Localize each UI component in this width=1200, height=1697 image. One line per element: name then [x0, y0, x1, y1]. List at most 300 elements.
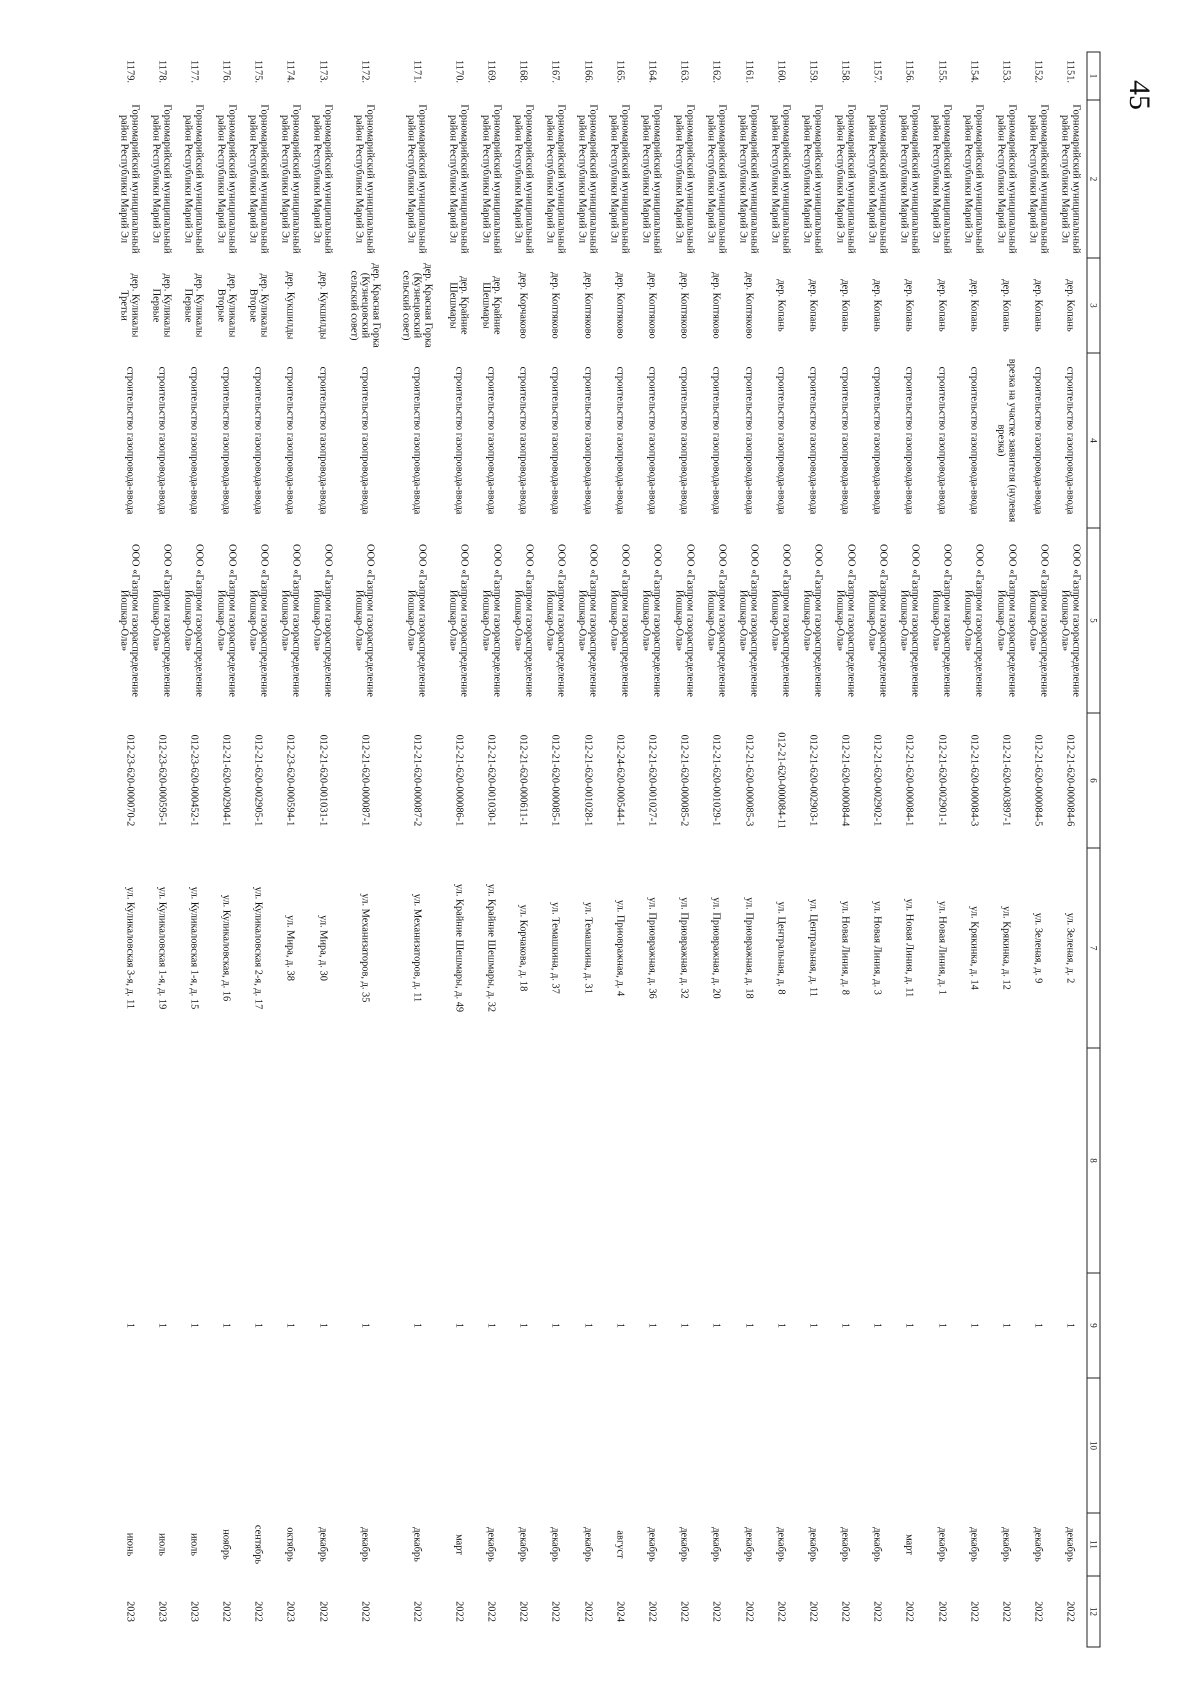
column-8-cell	[113, 1048, 145, 1273]
row-number: 1161.	[743, 59, 755, 83]
address-cell: ул. Крайние Шешмары, д. 49	[453, 883, 465, 1012]
year-cell: 2023	[284, 1600, 296, 1622]
address-cell: ул. Центральная, д. 11	[807, 898, 819, 997]
column-10-cell	[732, 1378, 764, 1513]
row-number: 1166.	[582, 59, 594, 83]
table-row	[507, 52, 539, 1647]
operator-cell: ООО «Газпром газораспределение Йошкар-Ола»	[995, 543, 1018, 697]
quantity-cell: 1	[839, 1322, 851, 1328]
object-code-cell: 012-21-620-002905-1	[252, 734, 264, 826]
object-code-cell: 012-24-620-000544-1	[614, 734, 626, 826]
district-cell: Горномарийский муниципальный район Республики Марий Эл	[1027, 103, 1050, 254]
quantity-cell: 1	[968, 1322, 980, 1328]
work-type-cell: строительство газопровода-ввода	[968, 366, 980, 514]
quantity-cell: 1	[485, 1322, 497, 1328]
address-cell: ул. Механизаторов, д. 11	[411, 893, 423, 1002]
table-row	[443, 52, 475, 1647]
column-10-cell	[146, 1378, 178, 1513]
year-cell: 2022	[936, 1600, 948, 1622]
object-code-cell: 012-21-620-000084-6	[1064, 734, 1076, 826]
column-8-cell	[1022, 1048, 1054, 1273]
object-code-cell: 012-21-620-001028-1	[582, 734, 594, 826]
operator-cell: ООО «Газпром газораспределение Йошкар-Ола»	[930, 543, 953, 697]
column-10-cell	[210, 1378, 242, 1513]
month-cell: октябрь	[284, 1526, 296, 1562]
object-code-cell: 012-21-620-000087-1	[359, 734, 371, 826]
quantity-cell: 1	[903, 1322, 915, 1328]
district-cell: Горномарийский муниципальный район Республики Марий Эл	[118, 103, 141, 254]
month-cell: март	[903, 1533, 915, 1555]
year-cell: 2022	[807, 1600, 819, 1622]
month-cell: декабрь	[775, 1526, 787, 1562]
table-row	[210, 52, 242, 1647]
operator-cell: ООО «Газпром газораспределение Йошкар-Ола»	[512, 543, 535, 697]
object-code-cell: 012-21-620-000084-11	[775, 731, 787, 829]
district-cell: Горномарийский муниципальный район Республики Марий Эл	[834, 103, 857, 254]
column-10-cell	[475, 1378, 507, 1513]
column-10-cell	[861, 1378, 893, 1513]
object-code-cell: 012-23-620-000452-1	[188, 734, 200, 826]
column-10-cell	[990, 1378, 1022, 1513]
settlement-cell: дер. Коптяково	[710, 271, 722, 339]
address-cell: ул. Новая Линия, д. 3	[871, 900, 883, 995]
object-code-cell: 012-23-620-000595-1	[156, 734, 168, 826]
settlement-cell: дер. Коптяково	[678, 271, 690, 339]
table-row	[339, 52, 391, 1647]
address-cell: ул. Куликаловская 1-я, д. 15	[188, 886, 200, 1009]
column-header: 6	[1087, 713, 1100, 848]
quantity-cell: 1	[775, 1322, 787, 1328]
table-row	[861, 52, 893, 1647]
settlement-cell: дер. Коптяково	[582, 271, 594, 339]
settlement-cell: дер. Копань	[903, 278, 915, 332]
page-number: 45	[1123, 80, 1156, 110]
district-cell: Горномарийский муниципальный район Республики Марий Эл	[182, 103, 205, 254]
column-8-cell	[990, 1048, 1022, 1273]
month-cell: июнь	[124, 1532, 136, 1556]
row-number: 1170.	[453, 59, 465, 83]
table-row	[391, 52, 443, 1647]
column-header: 7	[1087, 848, 1100, 1048]
object-code-cell: 012-21-620-000084-3	[968, 734, 980, 826]
quantity-cell: 1	[710, 1322, 722, 1328]
district-cell: Горномарийский муниципальный район Республики Марий Эл	[962, 103, 985, 254]
operator-cell: ООО «Газпром газораспределение Йошкар-Ола»	[447, 543, 470, 697]
address-cell: ул. Центральная, д. 8	[775, 900, 787, 995]
quantity-cell: 1	[1064, 1322, 1076, 1328]
district-cell: Горномарийский муниципальный район Республики Марий Эл	[215, 103, 238, 254]
operator-cell: ООО «Газпром газораспределение Йошкар-Ола»	[898, 543, 921, 697]
table-row	[572, 52, 604, 1647]
column-8-cell	[391, 1048, 443, 1273]
object-code-cell: 012-21-620-000084-1	[903, 734, 915, 826]
table-row	[539, 52, 571, 1647]
column-header: 10	[1087, 1378, 1100, 1513]
settlement-cell: дер. Копань	[1064, 278, 1076, 332]
column-10-cell	[507, 1378, 539, 1513]
operator-cell: ООО «Газпром газораспределение Йошкар-Ола»	[247, 543, 270, 697]
address-cell: ул. Зеленая, д. 9	[1032, 912, 1044, 983]
district-cell: Горномарийский муниципальный район Республики Марий Эл	[898, 103, 921, 254]
registry-rows	[113, 52, 1087, 1647]
quantity-cell: 1	[188, 1322, 200, 1328]
address-cell: ул. Новая Линия, д. 11	[903, 898, 915, 997]
district-cell: Горномарийский муниципальный район Республики Марий Эл	[705, 103, 728, 254]
month-cell: декабрь	[411, 1526, 423, 1562]
object-code-cell: 012-21-620-000085-1	[549, 734, 561, 826]
operator-cell: ООО «Газпром газораспределение Йошкар-Ола»	[118, 543, 141, 697]
table-row	[242, 52, 274, 1647]
year-cell: 2022	[871, 1600, 883, 1622]
column-8-cell	[700, 1048, 732, 1273]
row-number: 1153.	[1000, 59, 1012, 83]
operator-cell: ООО «Газпром газораспределение Йошкар-Ола»	[640, 543, 663, 697]
work-type-cell: строительство газопровода-ввода	[252, 366, 264, 514]
year-cell: 2022	[968, 1600, 980, 1622]
address-cell: ул. Темашкина, д. 31	[582, 901, 594, 994]
settlement-cell: дер. Копань	[839, 278, 851, 332]
table-row	[636, 52, 668, 1647]
settlement-cell: дер. Копань	[968, 278, 980, 332]
address-cell: ул. Корчакова, д. 18	[517, 904, 529, 991]
quantity-cell: 1	[1000, 1322, 1012, 1328]
district-cell: Горномарийский муниципальный район Республики Марий Эл	[512, 103, 535, 254]
address-cell: ул. Крякинка, д. 14	[968, 905, 980, 990]
row-number: 1178.	[156, 59, 168, 83]
year-cell: 2022	[1000, 1600, 1012, 1622]
district-cell: Горномарийский муниципальный район Республики Марий Эл	[353, 103, 376, 254]
month-cell: декабрь	[517, 1526, 529, 1562]
column-8-cell	[210, 1048, 242, 1273]
operator-cell: ООО «Газпром газораспределение Йошкар-Ола»	[834, 543, 857, 697]
object-code-cell: 012-21-620-002903-1	[807, 734, 819, 826]
column-10-cell	[242, 1378, 274, 1513]
column-8-cell	[861, 1048, 893, 1273]
month-cell: ноябрь	[220, 1528, 232, 1560]
column-header: 5	[1087, 528, 1100, 713]
row-number: 1155.	[936, 59, 948, 83]
object-code-cell: 012-21-620-000611-1	[517, 734, 529, 826]
work-type-cell: строительство газопровода-ввода	[1032, 366, 1044, 514]
object-code-cell: 012-21-620-000087-2	[411, 734, 423, 826]
address-cell: ул. Новая Линия, д. 8	[839, 900, 851, 995]
work-type-cell: строительство газопровода-ввода	[678, 366, 690, 514]
work-type-cell: строительство газопровода-ввода	[359, 366, 371, 514]
settlement-cell: дер. Коптяково	[614, 271, 626, 339]
quantity-cell: 1	[743, 1322, 755, 1328]
year-cell: 2022	[252, 1600, 264, 1622]
settlement-cell: дер. Куликалы Третьи	[118, 273, 141, 337]
address-cell: ул. Крайние Шешмары, д. 32	[485, 883, 497, 1012]
quantity-cell: 1	[359, 1322, 371, 1328]
year-cell: 2023	[188, 1600, 200, 1622]
table-row	[700, 52, 732, 1647]
column-10-cell	[797, 1378, 829, 1513]
quantity-cell: 1	[517, 1322, 529, 1328]
quantity-cell: 1	[614, 1322, 626, 1328]
column-8-cell	[178, 1048, 210, 1273]
column-header: 11	[1087, 1513, 1100, 1576]
month-cell: декабрь	[710, 1526, 722, 1562]
table-row	[307, 52, 339, 1647]
object-code-cell: 012-23-620-000594-1	[284, 734, 296, 826]
district-cell: Горномарийский муниципальный район Республики Марий Эл	[311, 103, 334, 254]
month-cell: декабрь	[549, 1526, 561, 1562]
row-number: 1159.	[807, 59, 819, 83]
column-header: 1	[1087, 52, 1100, 100]
column-8-cell	[475, 1048, 507, 1273]
work-type-cell: строительство газопровода-ввода	[549, 366, 561, 514]
table-row	[732, 52, 764, 1647]
operator-cell: ООО «Газпром газораспределение Йошкар-Ола»	[480, 543, 503, 697]
address-cell: ул. Темашкина, д. 37	[549, 901, 561, 994]
operator-cell: ООО «Газпром газораспределение Йошкар-Ола»	[150, 543, 173, 697]
year-cell: 2022	[453, 1600, 465, 1622]
operator-cell: ООО «Газпром газораспределение Йошкар-Ола»	[311, 543, 334, 697]
quantity-cell: 1	[252, 1322, 264, 1328]
column-10-cell	[765, 1378, 797, 1513]
table-row	[926, 52, 958, 1647]
row-number: 1167.	[549, 59, 561, 83]
table-row	[829, 52, 861, 1647]
table-row	[1022, 52, 1054, 1647]
settlement-cell: дер. Копань	[1000, 278, 1012, 332]
district-cell: Горномарийский муниципальный район Республики Марий Эл	[247, 103, 270, 254]
year-cell: 2022	[1032, 1600, 1044, 1622]
work-type-cell: строительство газопровода-ввода	[284, 366, 296, 514]
object-code-cell: 012-21-620-000086-1	[453, 734, 465, 826]
operator-cell: ООО «Газпром газораспределение Йошкар-Ола»	[801, 543, 824, 697]
table-row	[146, 52, 178, 1647]
work-type-cell: строительство газопровода-ввода	[517, 366, 529, 514]
year-cell: 2022	[743, 1600, 755, 1622]
column-10-cell	[636, 1378, 668, 1513]
column-10-cell	[893, 1378, 925, 1513]
operator-cell: ООО «Газпром газораспределение Йошкар-Ола»	[405, 543, 428, 697]
table-row	[893, 52, 925, 1647]
column-8-cell	[636, 1048, 668, 1273]
month-cell: июль	[156, 1532, 168, 1556]
row-number: 1162.	[710, 59, 722, 83]
column-header: 12	[1087, 1576, 1100, 1647]
row-number: 1163.	[678, 59, 690, 83]
row-number: 1171.	[411, 59, 423, 83]
quantity-cell: 1	[1032, 1322, 1044, 1328]
work-type-cell: строительство газопровода-ввода	[839, 366, 851, 514]
work-type-cell: строительство газопровода-ввода	[124, 366, 136, 514]
table-row	[958, 52, 990, 1647]
column-header: 8	[1087, 1048, 1100, 1273]
month-cell: декабрь	[1000, 1526, 1012, 1562]
table-row	[113, 52, 145, 1647]
object-code-cell: 012-21-620-001029-1	[710, 734, 722, 826]
work-type-cell: строительство газопровода-ввода	[156, 366, 168, 514]
month-cell: декабрь	[1064, 1526, 1076, 1562]
month-cell: декабрь	[871, 1526, 883, 1562]
operator-cell: ООО «Газпром газораспределение Йошкар-Ола»	[576, 543, 599, 697]
column-10-cell	[572, 1378, 604, 1513]
year-cell: 2022	[220, 1600, 232, 1622]
column-10-cell	[958, 1378, 990, 1513]
address-cell: ул. Механизаторов, д. 35	[359, 893, 371, 1002]
address-cell: ул. Куликаловская 2-я, д. 17	[252, 886, 264, 1009]
quantity-cell: 1	[220, 1322, 232, 1328]
district-cell: Горномарийский муниципальный район Республики Марий Эл	[405, 103, 428, 254]
settlement-cell: дер. Копань	[807, 278, 819, 332]
column-10-cell	[539, 1378, 571, 1513]
work-type-cell: строительство газопровода-ввода	[936, 366, 948, 514]
district-cell: Горномарийский муниципальный район Республики Марий Эл	[930, 103, 953, 254]
address-cell: ул. Приовражная, д. 36	[646, 896, 658, 999]
settlement-cell: дер. Копань	[936, 278, 948, 332]
column-8-cell	[797, 1048, 829, 1273]
object-code-cell: 012-21-620-000084-4	[839, 734, 851, 826]
column-8-cell	[604, 1048, 636, 1273]
year-cell: 2022	[549, 1600, 561, 1622]
month-cell: декабрь	[807, 1526, 819, 1562]
year-cell: 2022	[678, 1600, 690, 1622]
table-row	[475, 52, 507, 1647]
district-cell: Горномарийский муниципальный район Республики Марий Эл	[1059, 103, 1082, 254]
table-row	[668, 52, 700, 1647]
row-number: 1152.	[1032, 59, 1044, 83]
operator-cell: ООО «Газпром газораспределение Йошкар-Ола»	[1059, 543, 1082, 697]
work-type-cell: строительство газопровода-ввода	[485, 366, 497, 514]
year-cell: 2022	[839, 1600, 851, 1622]
column-8-cell	[539, 1048, 571, 1273]
operator-cell: ООО «Газпром газораспределение Йошкар-Ола»	[1027, 543, 1050, 697]
column-10-cell	[391, 1378, 443, 1513]
quantity-cell: 1	[411, 1322, 423, 1328]
year-cell: 2022	[517, 1600, 529, 1622]
work-type-cell: строительство газопровода-ввода	[220, 366, 232, 514]
object-code-cell: 012-21-620-002904-1	[220, 734, 232, 826]
work-type-cell: строительство газопровода-ввода	[710, 366, 722, 514]
object-code-cell: 012-21-620-002901-1	[936, 734, 948, 826]
column-8-cell	[926, 1048, 958, 1273]
year-cell: 2024	[614, 1600, 626, 1622]
address-cell: ул. Мира, д. 30	[317, 914, 329, 981]
quantity-cell: 1	[936, 1322, 948, 1328]
year-cell: 2022	[1064, 1600, 1076, 1622]
object-code-cell: 012-21-620-001031-1	[317, 734, 329, 826]
row-number: 1168.	[517, 59, 529, 83]
column-8-cell	[146, 1048, 178, 1273]
settlement-cell: дер. Кукшилды	[284, 271, 296, 339]
row-number: 1154.	[968, 59, 980, 83]
column-8-cell	[1054, 1048, 1087, 1273]
work-type-cell: строительство газопровода-ввода	[411, 366, 423, 514]
month-cell: декабрь	[678, 1526, 690, 1562]
row-number: 1151.	[1064, 59, 1076, 83]
column-8-cell	[893, 1048, 925, 1273]
work-type-cell: строительство газопровода-ввода	[807, 366, 819, 514]
column-header: 9	[1087, 1273, 1100, 1378]
district-cell: Горномарийский муниципальный район Республики Марий Эл	[480, 103, 503, 254]
settlement-cell: дер. Копань	[871, 278, 883, 332]
column-10-cell	[307, 1378, 339, 1513]
work-type-cell: строительство газопровода-ввода	[317, 366, 329, 514]
settlement-cell: дер. Куликалы Вторые	[247, 273, 270, 337]
month-cell: декабрь	[1032, 1526, 1044, 1562]
month-cell: декабрь	[582, 1526, 594, 1562]
operator-cell: ООО «Газпром газораспределение Йошкар-Ола»	[737, 543, 760, 697]
operator-cell: ООО «Газпром газораспределение Йошкар-Ола»	[353, 543, 376, 697]
month-cell: декабрь	[646, 1526, 658, 1562]
column-10-cell	[829, 1378, 861, 1513]
column-8-cell	[307, 1048, 339, 1273]
operator-cell: ООО «Газпром газораспределение Йошкар-Ола»	[705, 543, 728, 697]
district-cell: Горномарийский муниципальный район Республики Марий Эл	[769, 103, 792, 254]
settlement-cell: дер. Коптяково	[646, 271, 658, 339]
operator-cell: ООО «Газпром газораспределение Йошкар-Ола»	[608, 543, 631, 697]
column-8-cell	[829, 1048, 861, 1273]
settlement-cell: дер. Куликалы Первые	[150, 273, 173, 337]
quantity-cell: 1	[678, 1322, 690, 1328]
operator-cell: ООО «Газпром газораспределение Йошкар-Ола»	[182, 543, 205, 697]
column-8-cell	[765, 1048, 797, 1273]
year-cell: 2022	[317, 1600, 329, 1622]
row-number: 1158.	[839, 59, 851, 83]
column-header: 3	[1087, 258, 1100, 353]
district-cell: Горномарийский муниципальный район Республики Марий Эл	[995, 103, 1018, 254]
settlement-cell: дер. Коптяково	[549, 271, 561, 339]
year-cell: 2022	[646, 1600, 658, 1622]
operator-cell: ООО «Газпром газораспределение Йошкар-Ола»	[866, 543, 889, 697]
year-cell: 2022	[582, 1600, 594, 1622]
table-row	[604, 52, 636, 1647]
district-cell: Горномарийский муниципальный район Республики Марий Эл	[640, 103, 663, 254]
row-number: 1176.	[220, 59, 232, 83]
quantity-cell: 1	[124, 1322, 136, 1328]
month-cell: декабрь	[485, 1526, 497, 1562]
month-cell: июль	[188, 1532, 200, 1556]
address-cell: ул. Куликаловская 3-я, д. 11	[124, 886, 136, 1009]
table-row	[178, 52, 210, 1647]
work-type-cell: строительство газопровода-ввода	[582, 366, 594, 514]
column-10-cell	[1022, 1378, 1054, 1513]
object-code-cell: 012-23-620-000070-2	[124, 734, 136, 826]
year-cell: 2022	[485, 1600, 497, 1622]
address-cell: ул. Куликаловская 1-я, д. 19	[156, 886, 168, 1009]
month-cell: декабрь	[936, 1526, 948, 1562]
column-8-cell	[668, 1048, 700, 1273]
quantity-cell: 1	[453, 1322, 465, 1328]
object-code-cell: 012-21-620-001027-1	[646, 734, 658, 826]
table-row	[765, 52, 797, 1647]
object-code-cell: 012-21-620-003897-1	[1000, 734, 1012, 826]
object-code-cell: 012-21-620-001030-1	[485, 734, 497, 826]
row-number: 1157.	[871, 59, 883, 83]
quantity-cell: 1	[807, 1322, 819, 1328]
district-cell: Горномарийский муниципальный район Республики Марий Эл	[279, 103, 302, 254]
work-type-cell: строительство газопровода-ввода	[743, 366, 755, 514]
column-header: 4	[1087, 353, 1100, 528]
work-type-cell: строительство газопровода-ввода	[614, 366, 626, 514]
column-10-cell	[339, 1378, 391, 1513]
object-code-cell: 012-21-620-002902-1	[871, 734, 883, 826]
column-header: 2	[1087, 100, 1100, 258]
year-cell: 2022	[903, 1600, 915, 1622]
row-number: 1177.	[188, 59, 200, 83]
district-cell: Горномарийский муниципальный район Республики Марий Эл	[150, 103, 173, 254]
table-row	[990, 52, 1022, 1647]
district-cell: Горномарийский муниципальный район Республики Марий Эл	[801, 103, 824, 254]
column-8-cell	[443, 1048, 475, 1273]
month-cell: декабрь	[839, 1526, 851, 1562]
object-code-cell: 012-21-620-000085-2	[678, 734, 690, 826]
operator-cell: ООО «Газпром газораспределение Йошкар-Ола»	[544, 543, 567, 697]
